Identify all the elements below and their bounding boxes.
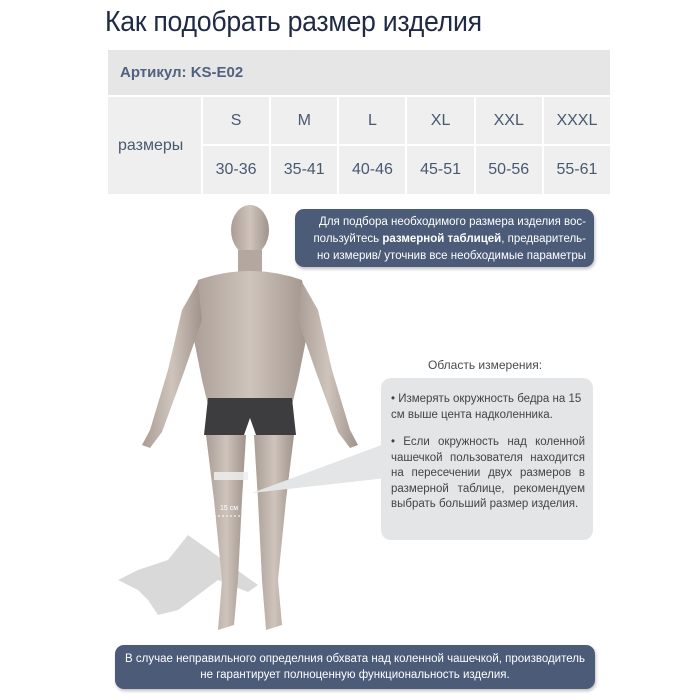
size-header-xl: XL — [407, 97, 473, 144]
size-range-m: 35-41 — [271, 146, 337, 194]
size-range-xl: 45-51 — [407, 146, 473, 194]
size-range-l: 40-46 — [339, 146, 405, 194]
size-header-xxxl: XXXL — [544, 97, 610, 144]
size-header-xxl: XXL — [476, 97, 542, 144]
size-range-xxl: 50-56 — [476, 146, 542, 194]
size-header-m: M — [271, 97, 337, 144]
warning-note: В случае неправильного определния обхвата над коленной чашечкой, производитель не гарантирует полноценную функциональность изделия. — [115, 645, 595, 689]
measure-tag: 15 см — [220, 505, 239, 512]
size-grid — [108, 97, 610, 194]
instruction-note — [295, 209, 594, 267]
size-range-xxxl: 55-61 — [544, 146, 610, 194]
instruction-text-2: , предваритель-но измерив/ уточнив все необходимые параметры — [317, 233, 586, 262]
size-range-s: 30-36 — [203, 146, 269, 194]
size-header-s: S — [203, 97, 269, 144]
size-table — [108, 50, 610, 194]
article-row: Артикул: KS-E02 — [108, 50, 610, 95]
pointer-wedge-icon — [252, 438, 387, 498]
measure-point-1: • Измерять окружность бедра на 15 см выше цента надколенника. — [391, 393, 582, 421]
instruction-bold-text: размерной таблицей — [382, 233, 502, 245]
measure-area-box — [381, 378, 593, 540]
sizes-row-label: размеры — [108, 97, 201, 194]
measure-point-2: • Если окружность над коленной чашечкой пользователя находится на пересечении двух размеров в размерной таблице, рекомендуем выбрать больший размер изделия. — [391, 436, 585, 510]
instruction-text-1: Для подбора необходимого размера изделия вос-пользуйтесь — [313, 216, 586, 245]
size-header-l: L — [339, 97, 405, 144]
page-title: Как подобрать размер изделия — [105, 6, 482, 38]
measure-area-label: Область измерения: — [428, 358, 543, 372]
